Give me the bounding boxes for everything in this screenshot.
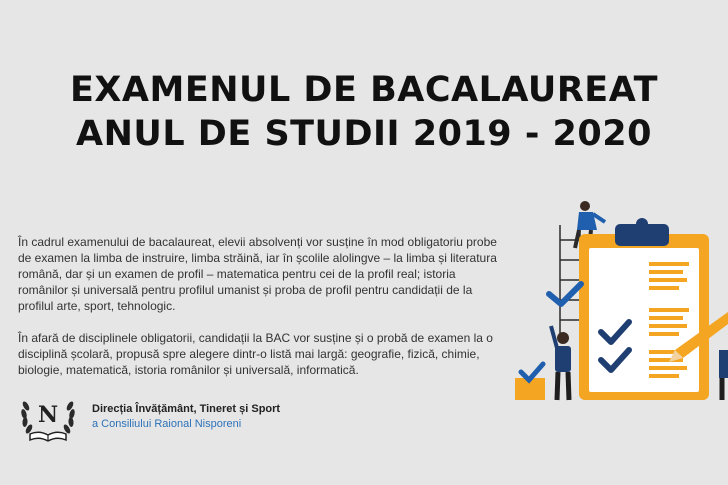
page-title bbox=[0, 68, 728, 156]
checkmark-icon bbox=[549, 284, 581, 304]
checklist-lines bbox=[649, 262, 689, 378]
title-line-2: ANUL DE STUDII 2019 - 2020 bbox=[76, 114, 652, 154]
organization bbox=[92, 402, 280, 432]
checkbox-icon bbox=[515, 364, 545, 400]
person-icon bbox=[719, 350, 728, 400]
clipboard-checklist-illustration bbox=[505, 200, 728, 410]
body-text bbox=[18, 234, 508, 394]
paragraph-2: În afară de disciplinele obligatorii, candidații la BAC vor susține și o probă de examen la o disciplină școlară, propusă spre alegere dintr-o listă mai largă: geografie, fizică, chimie, biologie, matematică, istoria românilor și universală, informatică. bbox=[18, 331, 493, 377]
open-book-icon bbox=[30, 432, 66, 441]
title-line-1: EXAMENUL DE BACALAUREAT bbox=[70, 70, 658, 110]
organization-council: a Consiliului Raional Nisporeni bbox=[92, 418, 242, 430]
org-logo bbox=[18, 390, 78, 446]
clipboard bbox=[579, 218, 709, 400]
logo-letter: N bbox=[37, 402, 59, 428]
organization-name: Direcția Învățământ, Tineret și Sport bbox=[92, 403, 281, 415]
person-icon bbox=[551, 326, 571, 400]
paragraph-1: În cadrul examenului de bacalaureat, elevii absolvenți vor susține în mod obligatoriu probe de examen la limba de instruire, limba străină, iar în școlile alolingve – la limba și literatura română, dar și un examen de profil – matematica pentru cei de la profil real; istoria românilor și universală pentru profilul umanist și proba de profil pentru candidații de la profilul arte, sport, tehnologic. bbox=[18, 235, 497, 313]
